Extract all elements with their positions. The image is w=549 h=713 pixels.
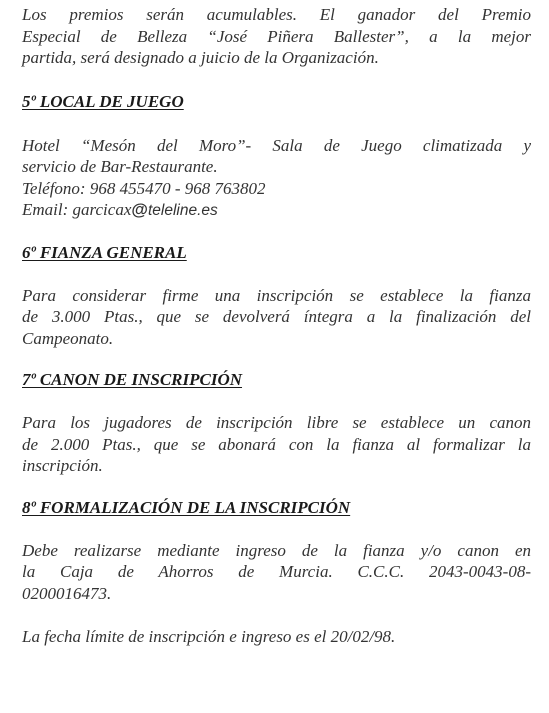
email-line [22,199,531,222]
section-6-line: Para considerar firme una inscripción se establece la fianza [22,285,531,305]
section-8-heading: 8º FORMALIZACIÓN DE LA INSCRIPCIÓN [22,497,351,517]
section-5-heading: 5º LOCAL DE JUEGO [22,91,184,111]
section-7-line: Para los jugadores de inscripción libre se establece un canon [22,413,531,432]
email-domain: teleline.es [147,202,218,219]
section-8-paragraph [22,540,531,605]
phone-line: Teléfono: 968 455470 - 968 763802 [22,178,266,198]
email-at-sign: @ [131,200,148,219]
intro-paragraph [22,4,531,69]
email-label: Email: garcicax [22,200,132,219]
intro-line: Especial de Belleza “José Piñera Ballester”, a la mejor [22,26,531,46]
intro-line: Los premios serán acumulables. El ganador del Premio [22,5,531,24]
section-5-line: servicio de Bar-Restaurante. [22,157,218,176]
section-6-heading: 6º FIANZA GENERAL [22,242,187,262]
section-8-line: la Caja de Ahorros de Murcia. C.C.C. 2043-0043-08- [22,562,531,581]
section-8-line: Debe realizarse mediante ingreso de la fianza y/o canon en [22,540,531,560]
section-8-line: 0200016473. [22,583,112,603]
section-7-line: de 2.000 Ptas., que se abonará con la fianza al formalizar la [22,434,531,454]
deadline-line: La fecha límite de inscripción e ingreso es el 20/02/98. [22,627,396,646]
section-7-line: inscripción. [22,456,103,475]
deadline-paragraph [22,626,531,648]
section-5-paragraph [22,135,531,222]
intro-line: partida, será designado a juicio de la Organización. [22,48,379,67]
section-7-paragraph [22,412,531,477]
section-5-line: Hotel “Mesón del Moro”- Sala de Juego climatizada y [22,135,531,155]
section-6-line: Campeonato. [22,328,114,348]
section-6-line: de 3.000 Ptas., que se devolverá íntegra a la finalización del [22,307,531,326]
section-6-paragraph [22,285,531,350]
section-7-heading: 7º CANON DE INSCRIPCIÓN [22,370,243,389]
